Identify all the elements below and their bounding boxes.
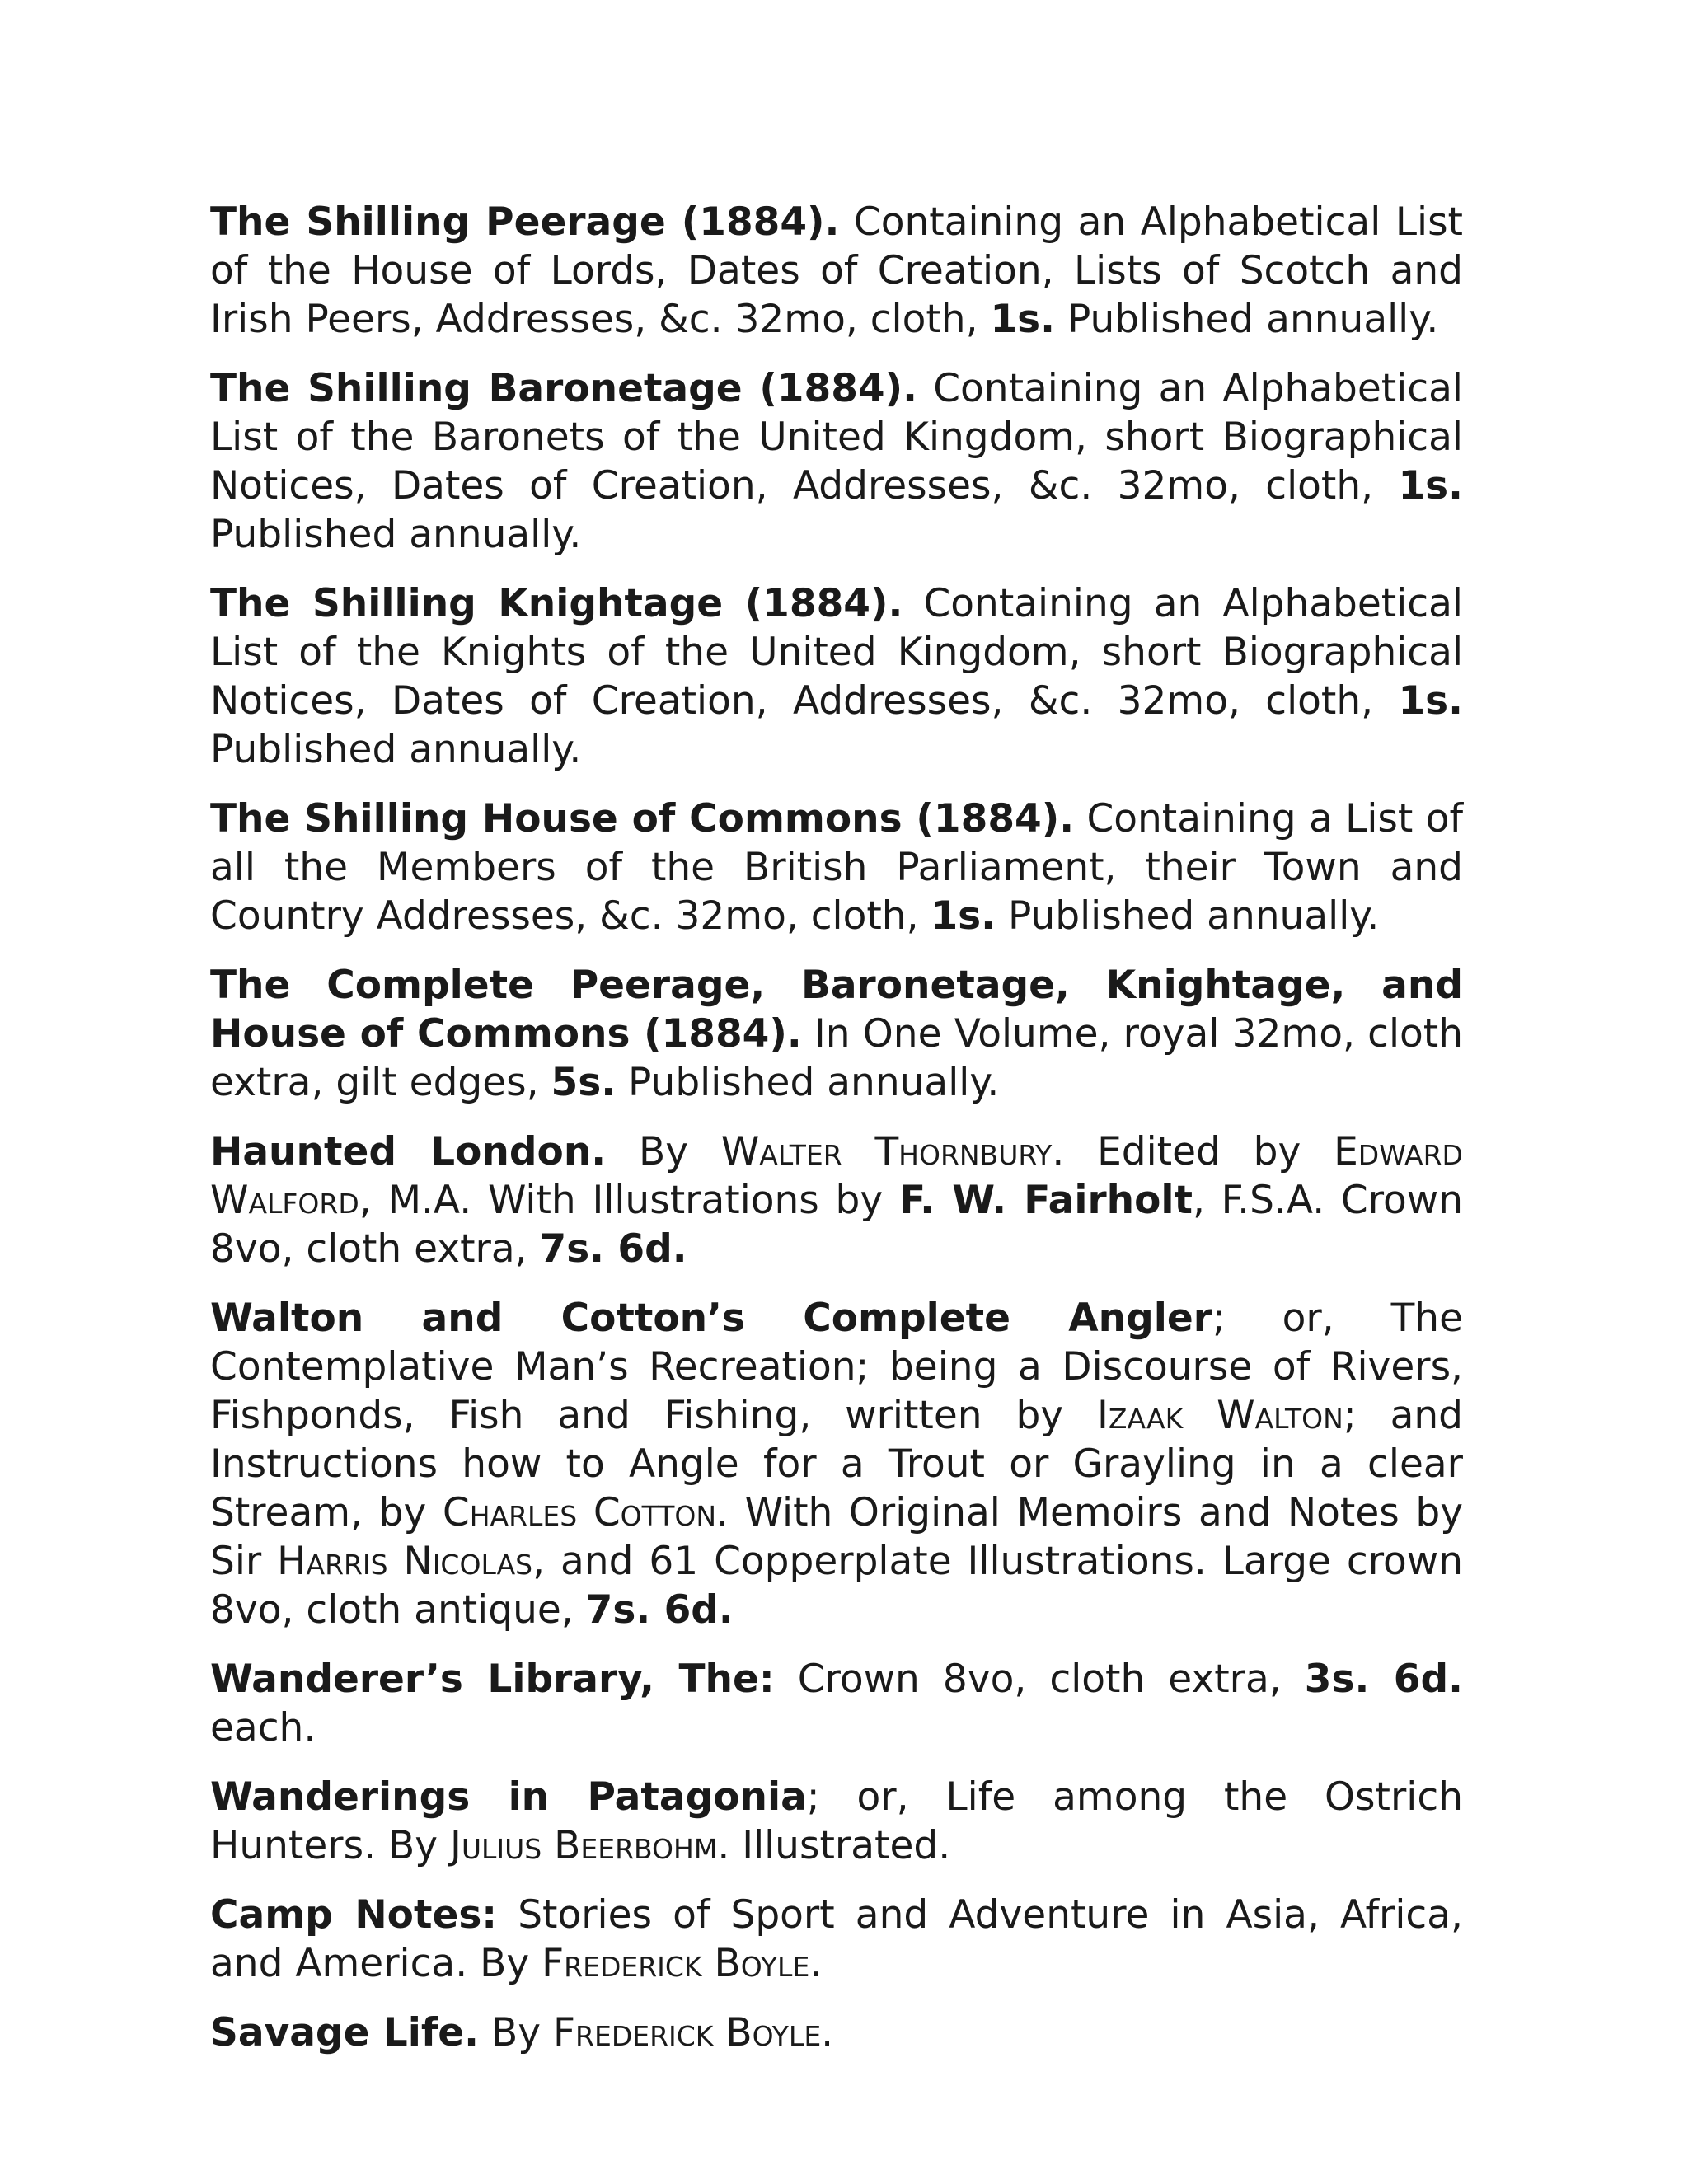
entry-text: Published annually.: [210, 512, 582, 557]
entry-title: Camp Notes:: [210, 1892, 498, 1938]
entry-title: Haunted London.: [210, 1129, 607, 1174]
entry-title: The Shilling Baronetage (1884).: [210, 366, 917, 411]
entry-text: Stories of Sport and Adventure in Asia, Africa, and America. By: [210, 1892, 1463, 1986]
author-name: Frederick Boyle: [553, 2010, 822, 2055]
entry-emphasis: 3s. 6d.: [1304, 1657, 1463, 1702]
entry-text: . Edited by: [1052, 1129, 1334, 1174]
entry-text: Containing a List of all the Members of the British Parliament, their Town and Country Addresses, &c. 32mo, cloth,: [210, 796, 1463, 939]
entry-emphasis: 1s.: [1398, 463, 1463, 509]
entry-text: ; or, Life among the Ostrich Hunters. By: [210, 1774, 1463, 1868]
entry-text: Containing an Alphabetical List of the House of Lords, Dates of Creation, Lists of Scotch and Irish Peers, Addresses, &c. 32mo, cloth,: [210, 199, 1463, 342]
author-name: Edward Walford: [210, 1129, 1463, 1223]
catalogue-entry: [210, 1655, 1463, 1752]
catalogue-entry: [210, 364, 1463, 559]
catalogue-entry: [210, 1773, 1463, 1870]
catalogue-entry: [210, 1891, 1463, 1988]
entry-text: .: [809, 1941, 823, 1986]
catalogue-entry: [210, 794, 1463, 940]
entry-text: , and 61 Copperplate Illustrations. Large crown 8vo, cloth antique,: [210, 1539, 1464, 1633]
entry-text: By: [479, 2010, 553, 2055]
catalogue-entry: [210, 2008, 1463, 2057]
entry-title: Walton and Cotton’s Complete Angler: [210, 1296, 1212, 1341]
entry-text: ; or, The Contemplative Man’s Recreation; being a Discourse of Rivers, Fishponds, Fish and Fishing, written by: [210, 1296, 1463, 1438]
author-name: Charles Cotton: [442, 1490, 717, 1535]
entry-title: The Shilling House of Commons (1884).: [210, 796, 1075, 841]
entry-text: Published annually.: [210, 727, 582, 772]
entry-emphasis: 1s.: [931, 893, 996, 939]
entry-emphasis: 7s. 6d.: [539, 1226, 687, 1272]
author-name: Frederick Boyle: [542, 1941, 810, 1986]
entry-text: , F.S.A. Crown 8vo, cloth extra,: [210, 1178, 1464, 1272]
catalogue-page: [210, 198, 1463, 2078]
entry-emphasis: 1s.: [1398, 678, 1463, 724]
entry-emphasis: F. W. Fairholt: [898, 1178, 1193, 1223]
entry-text: .: [821, 2010, 834, 2055]
author-name: Julius Beerbohm: [449, 1823, 718, 1868]
entry-emphasis: 7s. 6d.: [585, 1587, 734, 1633]
entry-text: each.: [210, 1705, 316, 1750]
entry-emphasis: 5s.: [551, 1060, 617, 1105]
catalogue-entry: [210, 579, 1463, 774]
entry-title: Wanderer’s Library, The:: [210, 1657, 775, 1702]
entry-title: Wanderings in Patagonia: [210, 1774, 807, 1820]
entry-text: Containing an Alphabetical List of the Baronets of the United Kingdom, short Biographical Notices, Dates of Creation, Addresses, &c. 32mo, cloth,: [210, 366, 1463, 509]
entry-text: Published annually.: [1055, 297, 1439, 342]
entry-text: , M.A. With Illustrations by: [359, 1178, 899, 1223]
catalogue-entry: [210, 1294, 1463, 1634]
entry-text: ; and Instructions how to Angle for a Trout or Grayling in a clear Stream, by: [210, 1393, 1463, 1535]
catalogue-entry: [210, 1127, 1463, 1273]
entry-title: The Shilling Peerage (1884).: [210, 199, 840, 245]
entry-text: . Illustrated.: [717, 1823, 951, 1868]
entry-text: Published annually.: [996, 893, 1380, 939]
entry-title: Savage Life.: [210, 2010, 480, 2055]
catalogue-entry: [210, 198, 1463, 344]
author-name: Walter Thornbury: [720, 1129, 1053, 1174]
entry-title: The Shilling Knightage (1884).: [210, 581, 903, 626]
author-name: Harris Nicolas: [277, 1539, 533, 1584]
entry-text: Containing an Alphabetical List of the Knights of the United Kingdom, short Biographical Notices, Dates of Creation, Addresses, &c. 32mo, cloth,: [210, 581, 1463, 724]
catalogue-entry: [210, 961, 1463, 1107]
entry-text: By: [606, 1129, 721, 1174]
entry-text: Published annually.: [616, 1060, 1000, 1105]
entry-text: Crown 8vo, cloth extra,: [774, 1657, 1305, 1702]
entry-emphasis: 1s.: [990, 297, 1055, 342]
entry-title: The Complete Peerage, Baronetage, Knightage, and House of Commons (1884).: [210, 963, 1463, 1057]
author-name: Izaak Walton: [1097, 1393, 1343, 1438]
entry-text: . With Original Memoirs and Notes by Sir: [210, 1490, 1464, 1584]
entry-text: In One Volume, royal 32mo, cloth extra, gilt edges,: [210, 1011, 1464, 1105]
